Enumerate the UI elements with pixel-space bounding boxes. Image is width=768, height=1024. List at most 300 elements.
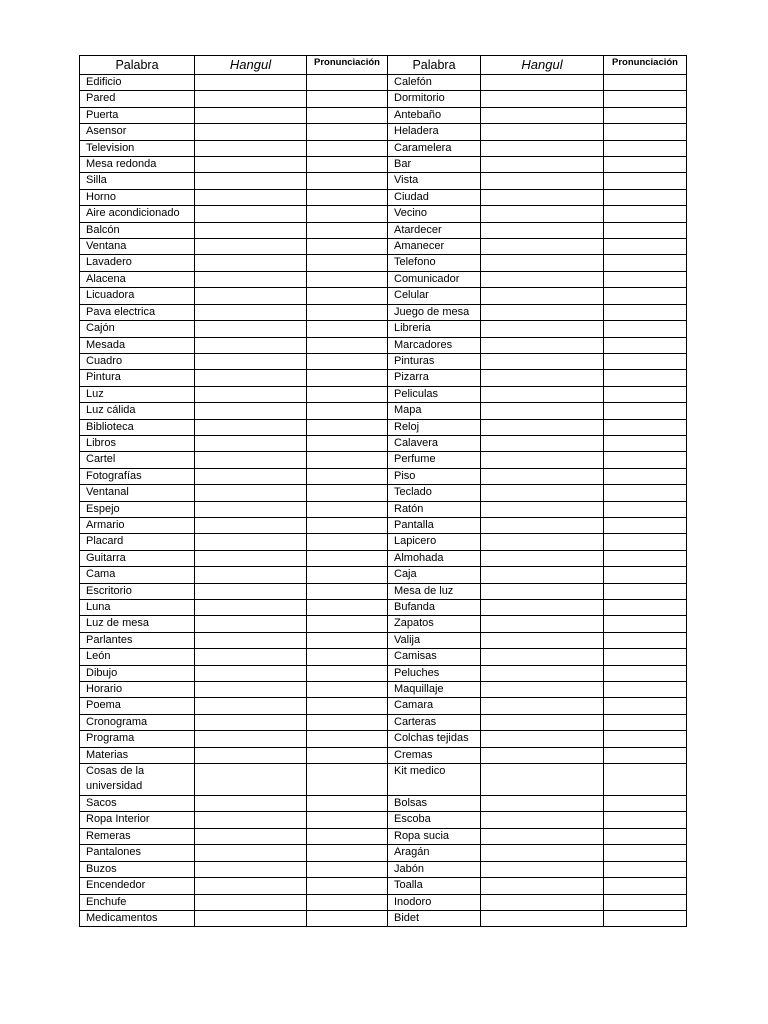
hangul-input-cell[interactable]	[481, 812, 604, 828]
pronunciacion-input-cell[interactable]	[604, 288, 687, 304]
pronunciacion-input-cell[interactable]	[604, 828, 687, 844]
hangul-input-cell[interactable]	[195, 353, 307, 369]
palabra-cell: Parlantes	[80, 632, 195, 648]
hangul-input-cell[interactable]	[195, 616, 307, 632]
hangul-input-cell[interactable]	[481, 517, 604, 533]
hangul-input-cell[interactable]	[481, 796, 604, 812]
hangul-input-cell[interactable]	[481, 828, 604, 844]
table-row	[80, 140, 687, 156]
table-row	[80, 567, 687, 583]
hangul-input-cell[interactable]	[195, 304, 307, 320]
hangul-input-cell[interactable]	[481, 616, 604, 632]
pronunciacion-input-cell[interactable]	[604, 698, 687, 714]
pronunciacion-input-cell[interactable]	[307, 370, 388, 386]
pronunciacion-input-cell[interactable]	[604, 271, 687, 287]
hangul-input-cell[interactable]	[481, 534, 604, 550]
hangul-input-cell[interactable]	[481, 501, 604, 517]
pronunciacion-input-cell[interactable]	[307, 517, 388, 533]
table-row	[80, 632, 687, 648]
table-row	[80, 616, 687, 632]
hangul-input-cell[interactable]	[195, 337, 307, 353]
palabra-cell: Almohada	[388, 550, 481, 566]
pronunciacion-input-cell[interactable]	[307, 501, 388, 517]
hangul-input-cell[interactable]	[195, 828, 307, 844]
palabra-cell: Pava electrica	[80, 304, 195, 320]
palabra-cell: Cosas de la universidad	[80, 764, 195, 796]
table-row	[80, 452, 687, 468]
hangul-input-cell[interactable]	[481, 583, 604, 599]
pronunciacion-input-cell[interactable]	[307, 632, 388, 648]
table-row	[80, 157, 687, 173]
hangul-input-cell[interactable]	[195, 189, 307, 205]
header-hangul-left: Hangul	[195, 56, 307, 75]
pronunciacion-input-cell[interactable]	[307, 189, 388, 205]
hangul-input-cell[interactable]	[481, 435, 604, 451]
hangul-input-cell[interactable]	[195, 321, 307, 337]
pronunciacion-input-cell[interactable]	[307, 764, 388, 796]
palabra-cell: Ropa Interior	[80, 812, 195, 828]
pronunciacion-input-cell[interactable]	[307, 288, 388, 304]
palabra-cell: Camisas	[388, 649, 481, 665]
table-row	[80, 861, 687, 877]
palabra-cell: Medicamentos	[80, 910, 195, 926]
table-row	[80, 682, 687, 698]
pronunciacion-input-cell[interactable]	[307, 796, 388, 812]
palabra-cell: Colchas tejidas	[388, 731, 481, 747]
hangul-input-cell[interactable]	[195, 386, 307, 402]
hangul-input-cell[interactable]	[481, 632, 604, 648]
hangul-input-cell[interactable]	[195, 649, 307, 665]
pronunciacion-input-cell[interactable]	[604, 321, 687, 337]
palabra-cell: Guitarra	[80, 550, 195, 566]
pronunciacion-input-cell[interactable]	[307, 485, 388, 501]
pronunciacion-input-cell[interactable]	[604, 910, 687, 926]
hangul-input-cell[interactable]	[195, 550, 307, 566]
hangul-input-cell[interactable]	[481, 304, 604, 320]
hangul-input-cell[interactable]	[195, 124, 307, 140]
pronunciacion-input-cell[interactable]	[307, 91, 388, 107]
hangul-input-cell[interactable]	[481, 403, 604, 419]
hangul-input-cell[interactable]	[195, 731, 307, 747]
hangul-input-cell[interactable]	[481, 600, 604, 616]
pronunciacion-input-cell[interactable]	[604, 239, 687, 255]
palabra-cell: Dormitorio	[388, 91, 481, 107]
pronunciacion-input-cell[interactable]	[307, 567, 388, 583]
table-row	[80, 321, 687, 337]
hangul-input-cell[interactable]	[195, 714, 307, 730]
pronunciacion-input-cell[interactable]	[307, 140, 388, 156]
palabra-cell: Espejo	[80, 501, 195, 517]
hangul-input-cell[interactable]	[481, 75, 604, 91]
palabra-cell: Pintura	[80, 370, 195, 386]
table-row	[80, 107, 687, 123]
hangul-input-cell[interactable]	[481, 255, 604, 271]
palabra-cell: Lapicero	[388, 534, 481, 550]
hangul-input-cell[interactable]	[195, 468, 307, 484]
hangul-input-cell[interactable]	[195, 75, 307, 91]
pronunciacion-input-cell[interactable]	[604, 861, 687, 877]
hangul-input-cell[interactable]	[195, 173, 307, 189]
table-row	[80, 468, 687, 484]
hangul-input-cell[interactable]	[481, 567, 604, 583]
hangul-input-cell[interactable]	[195, 222, 307, 238]
pronunciacion-input-cell[interactable]	[604, 435, 687, 451]
pronunciacion-input-cell[interactable]	[307, 435, 388, 451]
palabra-cell: Pizarra	[388, 370, 481, 386]
hangul-input-cell[interactable]	[195, 878, 307, 894]
pronunciacion-input-cell[interactable]	[604, 665, 687, 681]
palabra-cell: Armario	[80, 517, 195, 533]
pronunciacion-input-cell[interactable]	[604, 353, 687, 369]
table-row	[80, 353, 687, 369]
pronunciacion-input-cell[interactable]	[307, 173, 388, 189]
pronunciacion-input-cell[interactable]	[307, 206, 388, 222]
table-row	[80, 239, 687, 255]
palabra-cell: Horno	[80, 189, 195, 205]
table-row	[80, 435, 687, 451]
table-row	[80, 189, 687, 205]
pronunciacion-input-cell[interactable]	[604, 337, 687, 353]
hangul-input-cell[interactable]	[481, 173, 604, 189]
hangul-input-cell[interactable]	[481, 386, 604, 402]
hangul-input-cell[interactable]	[195, 517, 307, 533]
pronunciacion-input-cell[interactable]	[307, 271, 388, 287]
palabra-cell: Remeras	[80, 828, 195, 844]
hangul-input-cell[interactable]	[481, 157, 604, 173]
table-row	[80, 894, 687, 910]
palabra-cell: Puerta	[80, 107, 195, 123]
pronunciacion-input-cell[interactable]	[604, 796, 687, 812]
palabra-cell: Pinturas	[388, 353, 481, 369]
hangul-input-cell[interactable]	[481, 271, 604, 287]
table-row	[80, 206, 687, 222]
table-row	[80, 386, 687, 402]
hangul-input-cell[interactable]	[481, 764, 604, 796]
hangul-input-cell[interactable]	[195, 665, 307, 681]
pronunciacion-input-cell[interactable]	[307, 419, 388, 435]
palabra-cell: Mapa	[388, 403, 481, 419]
hangul-input-cell[interactable]	[481, 91, 604, 107]
header-hangul-right: Hangul	[481, 56, 604, 75]
hangul-input-cell[interactable]	[481, 353, 604, 369]
pronunciacion-input-cell[interactable]	[604, 550, 687, 566]
hangul-input-cell[interactable]	[195, 288, 307, 304]
palabra-cell: Calavera	[388, 435, 481, 451]
pronunciacion-input-cell[interactable]	[604, 222, 687, 238]
palabra-cell: Horario	[80, 682, 195, 698]
pronunciacion-input-cell[interactable]	[307, 75, 388, 91]
pronunciacion-input-cell[interactable]	[604, 173, 687, 189]
hangul-input-cell[interactable]	[481, 698, 604, 714]
hangul-input-cell[interactable]	[195, 812, 307, 828]
palabra-cell: Licuadora	[80, 288, 195, 304]
hangul-input-cell[interactable]	[195, 583, 307, 599]
palabra-cell: Dibujo	[80, 665, 195, 681]
hangul-input-cell[interactable]	[481, 845, 604, 861]
pronunciacion-input-cell[interactable]	[604, 649, 687, 665]
pronunciacion-input-cell[interactable]	[307, 616, 388, 632]
palabra-cell: Pantalla	[388, 517, 481, 533]
palabra-cell: Fotografías	[80, 468, 195, 484]
hangul-input-cell[interactable]	[195, 501, 307, 517]
palabra-cell: Caramelera	[388, 140, 481, 156]
pronunciacion-input-cell[interactable]	[307, 894, 388, 910]
pronunciacion-input-cell[interactable]	[307, 353, 388, 369]
palabra-cell: Luz de mesa	[80, 616, 195, 632]
pronunciacion-input-cell[interactable]	[307, 812, 388, 828]
pronunciacion-input-cell[interactable]	[307, 747, 388, 763]
pronunciacion-input-cell[interactable]	[307, 403, 388, 419]
pronunciacion-input-cell[interactable]	[307, 600, 388, 616]
hangul-input-cell[interactable]	[195, 910, 307, 926]
pronunciacion-input-cell[interactable]	[307, 452, 388, 468]
hangul-input-cell[interactable]	[195, 698, 307, 714]
pronunciacion-input-cell[interactable]	[604, 452, 687, 468]
table-row	[80, 288, 687, 304]
pronunciacion-input-cell[interactable]	[604, 304, 687, 320]
palabra-cell: Antebaño	[388, 107, 481, 123]
pronunciacion-input-cell[interactable]	[307, 714, 388, 730]
palabra-cell: Ratón	[388, 501, 481, 517]
hangul-input-cell[interactable]	[195, 157, 307, 173]
pronunciacion-input-cell[interactable]	[307, 878, 388, 894]
palabra-cell: Materias	[80, 747, 195, 763]
pronunciacion-input-cell[interactable]	[307, 157, 388, 173]
palabra-cell: Toalla	[388, 878, 481, 894]
hangul-input-cell[interactable]	[481, 452, 604, 468]
hangul-input-cell[interactable]	[195, 485, 307, 501]
pronunciacion-input-cell[interactable]	[604, 845, 687, 861]
pronunciacion-input-cell[interactable]	[604, 534, 687, 550]
header-row	[80, 56, 687, 75]
pronunciacion-input-cell[interactable]	[307, 845, 388, 861]
palabra-cell: Placard	[80, 534, 195, 550]
pronunciacion-input-cell[interactable]	[307, 386, 388, 402]
hangul-input-cell[interactable]	[195, 91, 307, 107]
pronunciacion-input-cell[interactable]	[307, 731, 388, 747]
pronunciacion-input-cell[interactable]	[604, 107, 687, 123]
hangul-input-cell[interactable]	[195, 255, 307, 271]
palabra-cell: Atardecer	[388, 222, 481, 238]
pronunciacion-input-cell[interactable]	[604, 206, 687, 222]
pronunciacion-input-cell[interactable]	[604, 75, 687, 91]
hangul-input-cell[interactable]	[195, 632, 307, 648]
hangul-input-cell[interactable]	[481, 222, 604, 238]
palabra-cell: Television	[80, 140, 195, 156]
pronunciacion-input-cell[interactable]	[604, 157, 687, 173]
pronunciacion-input-cell[interactable]	[604, 731, 687, 747]
vocabulary-table	[79, 55, 687, 927]
hangul-input-cell[interactable]	[195, 239, 307, 255]
palabra-cell: Heladera	[388, 124, 481, 140]
pronunciacion-input-cell[interactable]	[604, 682, 687, 698]
pronunciacion-input-cell[interactable]	[604, 370, 687, 386]
hangul-input-cell[interactable]	[481, 321, 604, 337]
hangul-input-cell[interactable]	[195, 206, 307, 222]
hangul-input-cell[interactable]	[481, 206, 604, 222]
pronunciacion-input-cell[interactable]	[604, 517, 687, 533]
table-row	[80, 878, 687, 894]
pronunciacion-input-cell[interactable]	[604, 124, 687, 140]
pronunciacion-input-cell[interactable]	[307, 550, 388, 566]
pronunciacion-input-cell[interactable]	[307, 910, 388, 926]
palabra-cell: Valija	[388, 632, 481, 648]
hangul-input-cell[interactable]	[195, 419, 307, 435]
pronunciacion-input-cell[interactable]	[307, 828, 388, 844]
hangul-input-cell[interactable]	[481, 107, 604, 123]
hangul-input-cell[interactable]	[195, 271, 307, 287]
hangul-input-cell[interactable]	[481, 239, 604, 255]
hangul-input-cell[interactable]	[481, 665, 604, 681]
palabra-cell: Buzos	[80, 861, 195, 877]
hangul-input-cell[interactable]	[481, 140, 604, 156]
pronunciacion-input-cell[interactable]	[307, 255, 388, 271]
hangul-input-cell[interactable]	[195, 452, 307, 468]
table-row	[80, 337, 687, 353]
pronunciacion-input-cell[interactable]	[604, 255, 687, 271]
palabra-cell: Piso	[388, 468, 481, 484]
palabra-cell: Celular	[388, 288, 481, 304]
table-row	[80, 714, 687, 730]
pronunciacion-input-cell[interactable]	[307, 583, 388, 599]
pronunciacion-input-cell[interactable]	[307, 665, 388, 681]
palabra-cell: Jabón	[388, 861, 481, 877]
hangul-input-cell[interactable]	[481, 370, 604, 386]
palabra-cell: Peliculas	[388, 386, 481, 402]
pronunciacion-input-cell[interactable]	[604, 386, 687, 402]
pronunciacion-input-cell[interactable]	[604, 567, 687, 583]
table-row	[80, 271, 687, 287]
hangul-input-cell[interactable]	[195, 894, 307, 910]
palabra-cell: Escritorio	[80, 583, 195, 599]
pronunciacion-input-cell[interactable]	[604, 485, 687, 501]
palabra-cell: Carteras	[388, 714, 481, 730]
hangul-input-cell[interactable]	[195, 747, 307, 763]
pronunciacion-input-cell[interactable]	[307, 124, 388, 140]
hangul-input-cell[interactable]	[481, 124, 604, 140]
pronunciacion-input-cell[interactable]	[604, 468, 687, 484]
pronunciacion-input-cell[interactable]	[604, 894, 687, 910]
palabra-cell: Pantalones	[80, 845, 195, 861]
pronunciacion-input-cell[interactable]	[604, 419, 687, 435]
palabra-cell: Ropa sucia	[388, 828, 481, 844]
pronunciacion-input-cell[interactable]	[307, 304, 388, 320]
hangul-input-cell[interactable]	[481, 861, 604, 877]
palabra-cell: Maquillaje	[388, 682, 481, 698]
pronunciacion-input-cell[interactable]	[604, 616, 687, 632]
pronunciacion-input-cell[interactable]	[604, 747, 687, 763]
pronunciacion-input-cell[interactable]	[604, 583, 687, 599]
table-row	[80, 485, 687, 501]
pronunciacion-input-cell[interactable]	[604, 632, 687, 648]
pronunciacion-input-cell[interactable]	[604, 91, 687, 107]
pronunciacion-input-cell[interactable]	[604, 600, 687, 616]
hangul-input-cell[interactable]	[195, 796, 307, 812]
hangul-input-cell[interactable]	[481, 894, 604, 910]
table-row	[80, 91, 687, 107]
hangul-input-cell[interactable]	[481, 337, 604, 353]
pronunciacion-input-cell[interactable]	[307, 698, 388, 714]
hangul-input-cell[interactable]	[195, 140, 307, 156]
palabra-cell: Alacena	[80, 271, 195, 287]
pronunciacion-input-cell[interactable]	[604, 501, 687, 517]
palabra-cell: Comunicador	[388, 271, 481, 287]
hangul-input-cell[interactable]	[195, 861, 307, 877]
pronunciacion-input-cell[interactable]	[604, 714, 687, 730]
palabra-cell: Lavadero	[80, 255, 195, 271]
pronunciacion-input-cell[interactable]	[604, 812, 687, 828]
table-row	[80, 370, 687, 386]
hangul-input-cell[interactable]	[481, 468, 604, 484]
hangul-input-cell[interactable]	[481, 649, 604, 665]
hangul-input-cell[interactable]	[481, 910, 604, 926]
hangul-input-cell[interactable]	[195, 845, 307, 861]
palabra-cell: Zapatos	[388, 616, 481, 632]
pronunciacion-input-cell[interactable]	[307, 468, 388, 484]
hangul-input-cell[interactable]	[195, 435, 307, 451]
pronunciacion-input-cell[interactable]	[604, 403, 687, 419]
hangul-input-cell[interactable]	[481, 485, 604, 501]
hangul-input-cell[interactable]	[481, 747, 604, 763]
table-row	[80, 600, 687, 616]
table-row	[80, 255, 687, 271]
hangul-input-cell[interactable]	[481, 731, 604, 747]
palabra-cell: Bolsas	[388, 796, 481, 812]
hangul-input-cell[interactable]	[481, 189, 604, 205]
palabra-cell: Libreria	[388, 321, 481, 337]
table-row	[80, 75, 687, 91]
palabra-cell: Cremas	[388, 747, 481, 763]
hangul-input-cell[interactable]	[195, 600, 307, 616]
palabra-cell: Escoba	[388, 812, 481, 828]
table-row	[80, 731, 687, 747]
pronunciacion-input-cell[interactable]	[307, 222, 388, 238]
palabra-cell: Enchufe	[80, 894, 195, 910]
hangul-input-cell[interactable]	[195, 764, 307, 796]
table-row	[80, 796, 687, 812]
pronunciacion-input-cell[interactable]	[604, 140, 687, 156]
pronunciacion-input-cell[interactable]	[307, 649, 388, 665]
palabra-cell: Asensor	[80, 124, 195, 140]
palabra-cell: Mesa redonda	[80, 157, 195, 173]
hangul-input-cell[interactable]	[195, 682, 307, 698]
palabra-cell: Silla	[80, 173, 195, 189]
hangul-input-cell[interactable]	[195, 403, 307, 419]
pronunciacion-input-cell[interactable]	[604, 189, 687, 205]
pronunciacion-input-cell[interactable]	[604, 878, 687, 894]
hangul-input-cell[interactable]	[195, 567, 307, 583]
hangul-input-cell[interactable]	[481, 878, 604, 894]
hangul-input-cell[interactable]	[195, 534, 307, 550]
hangul-input-cell[interactable]	[481, 714, 604, 730]
pronunciacion-input-cell[interactable]	[307, 337, 388, 353]
pronunciacion-input-cell[interactable]	[307, 861, 388, 877]
palabra-cell: Kit medico	[388, 764, 481, 796]
hangul-input-cell[interactable]	[481, 682, 604, 698]
hangul-input-cell[interactable]	[195, 107, 307, 123]
pronunciacion-input-cell[interactable]	[307, 239, 388, 255]
pronunciacion-input-cell[interactable]	[307, 534, 388, 550]
pronunciacion-input-cell[interactable]	[307, 682, 388, 698]
hangul-input-cell[interactable]	[481, 550, 604, 566]
pronunciacion-input-cell[interactable]	[604, 764, 687, 796]
pronunciacion-input-cell[interactable]	[307, 321, 388, 337]
hangul-input-cell[interactable]	[481, 419, 604, 435]
hangul-input-cell[interactable]	[481, 288, 604, 304]
hangul-input-cell[interactable]	[195, 370, 307, 386]
pronunciacion-input-cell[interactable]	[307, 107, 388, 123]
palabra-cell: Luz cálida	[80, 403, 195, 419]
